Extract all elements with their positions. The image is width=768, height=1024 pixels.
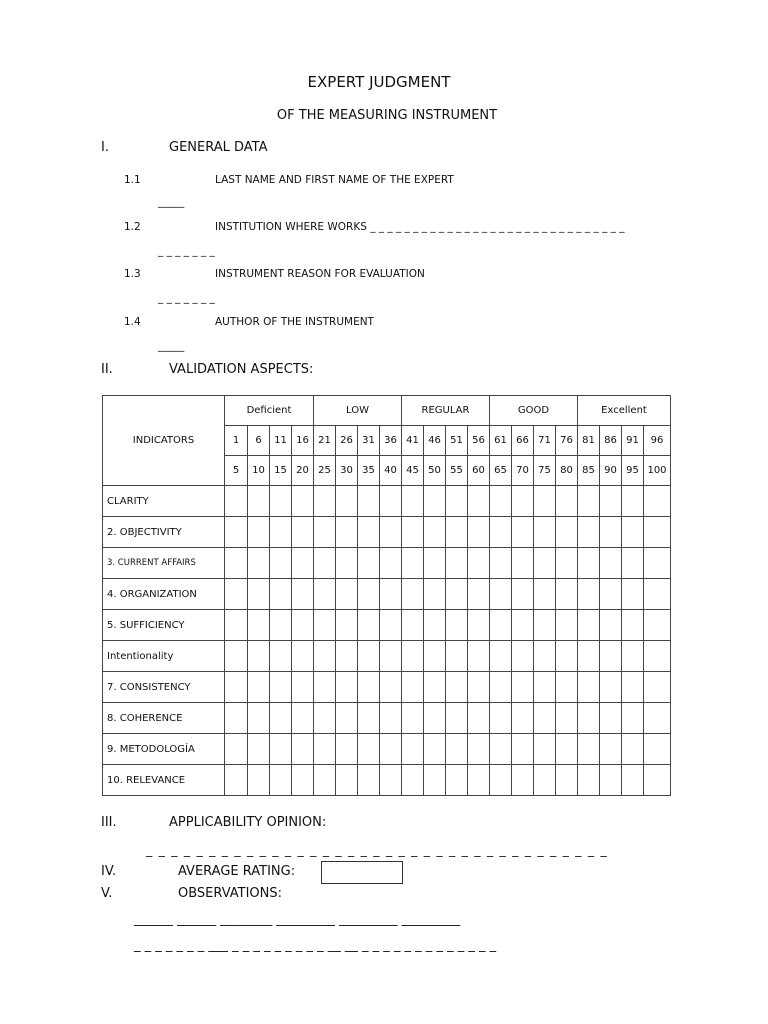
rating-cell[interactable] [314, 486, 336, 517]
rating-cell[interactable] [446, 703, 468, 734]
rating-cell[interactable] [292, 641, 314, 672]
rating-cell[interactable] [336, 734, 358, 765]
rating-cell[interactable] [468, 579, 490, 610]
rating-cell[interactable] [225, 486, 248, 517]
item-1-2-number: 1.2 [124, 221, 141, 233]
rating-cell[interactable] [644, 548, 671, 579]
rating-cell[interactable] [512, 486, 534, 517]
rating-cell[interactable] [468, 672, 490, 703]
item-1-1-label: LAST NAME AND FIRST NAME OF THE EXPERT [215, 174, 454, 186]
rating-cell[interactable] [490, 548, 512, 579]
rating-cell[interactable] [248, 734, 270, 765]
rating-cell[interactable] [424, 765, 446, 796]
rating-cell[interactable] [225, 610, 248, 641]
range-end-cell: 25 [314, 456, 336, 486]
rating-cell[interactable] [402, 734, 424, 765]
item-1-3-answer-line[interactable]: _ _ _ _ _ _ _ [158, 292, 215, 304]
rating-cell[interactable] [292, 765, 314, 796]
range-end-cell: 45 [402, 456, 424, 486]
rating-cell[interactable] [424, 610, 446, 641]
range-start-cell: 1 [225, 426, 248, 456]
indicator-row [103, 672, 671, 703]
item-1-4-label: AUTHOR OF THE INSTRUMENT [215, 316, 374, 328]
rating-cell[interactable] [446, 641, 468, 672]
rating-cell[interactable] [314, 703, 336, 734]
rating-cell[interactable] [600, 486, 622, 517]
rating-cell[interactable] [314, 641, 336, 672]
group-header-deficient: Deficient [225, 396, 314, 426]
rating-cell[interactable] [556, 548, 578, 579]
rating-cell[interactable] [225, 734, 248, 765]
rating-cell[interactable] [380, 517, 402, 548]
indicator-label: 4. ORGANIZATION [103, 579, 225, 610]
indicator-row [103, 610, 671, 641]
rating-cell[interactable] [512, 641, 534, 672]
rating-cell[interactable] [225, 579, 248, 610]
rating-cell[interactable] [622, 672, 644, 703]
rating-cell[interactable] [578, 579, 600, 610]
rating-cell[interactable] [225, 703, 248, 734]
rating-cell[interactable] [490, 672, 512, 703]
rating-cell[interactable] [358, 734, 380, 765]
rating-cell[interactable] [336, 579, 358, 610]
average-rating-box[interactable] [321, 861, 403, 884]
rating-cell[interactable] [358, 548, 380, 579]
range-start-cell: 36 [380, 426, 402, 456]
rating-cell[interactable] [534, 579, 556, 610]
rating-cell[interactable] [534, 486, 556, 517]
rating-cell[interactable] [512, 548, 534, 579]
rating-cell[interactable] [534, 610, 556, 641]
rating-cell[interactable] [490, 517, 512, 548]
rating-cell[interactable] [248, 610, 270, 641]
rating-cell[interactable] [600, 641, 622, 672]
rating-cell[interactable] [292, 703, 314, 734]
rating-cell[interactable] [270, 765, 292, 796]
section3-number: III. [101, 815, 117, 830]
range-end-cell: 85 [578, 456, 600, 486]
rating-cell[interactable] [358, 579, 380, 610]
rating-cell[interactable] [314, 610, 336, 641]
rating-cell[interactable] [556, 703, 578, 734]
page-subtitle: OF THE MEASURING INSTRUMENT [276, 108, 498, 123]
rating-cell[interactable] [424, 703, 446, 734]
indicator-label: CLARITY [103, 486, 225, 517]
rating-cell[interactable] [358, 703, 380, 734]
rating-cell[interactable] [292, 486, 314, 517]
range-start-cell: 11 [270, 426, 292, 456]
rating-cell[interactable] [468, 765, 490, 796]
rating-cell[interactable] [446, 610, 468, 641]
rating-cell[interactable] [314, 765, 336, 796]
rating-cell[interactable] [402, 672, 424, 703]
rating-cell[interactable] [556, 579, 578, 610]
item-1-2-answer-line[interactable]: _ _ _ _ _ _ _ [158, 245, 215, 257]
rating-cell[interactable] [490, 765, 512, 796]
indicator-label: 5. SUFFICIENCY [103, 610, 225, 641]
rating-cell[interactable] [534, 641, 556, 672]
range-end-cell: 35 [358, 456, 380, 486]
rating-cell[interactable] [402, 641, 424, 672]
rating-cell[interactable] [622, 765, 644, 796]
rating-cell[interactable] [336, 486, 358, 517]
rating-cell[interactable] [556, 610, 578, 641]
rating-cell[interactable] [358, 486, 380, 517]
range-end-cell: 100 [644, 456, 671, 486]
rating-cell[interactable] [380, 672, 402, 703]
rating-cell[interactable] [380, 703, 402, 734]
rating-cell[interactable] [270, 672, 292, 703]
rating-cell[interactable] [292, 579, 314, 610]
rating-cell[interactable] [578, 703, 600, 734]
rating-cell[interactable] [270, 734, 292, 765]
rating-cell[interactable] [380, 765, 402, 796]
indicator-row [103, 486, 671, 517]
rating-cell[interactable] [644, 610, 671, 641]
rating-cell[interactable] [622, 703, 644, 734]
range-end-cell: 5 [225, 456, 248, 486]
rating-cell[interactable] [336, 641, 358, 672]
rating-cell[interactable] [248, 703, 270, 734]
rating-cell[interactable] [292, 548, 314, 579]
observations-line-2[interactable]: _ _ _ _ _ _ _ ___ _ _ _ _ _ _ _ _ _ __ __ _ _ _ _ _ _ _ _ _ _ _ _ _ [134, 938, 497, 953]
group-header-good: GOOD [490, 396, 578, 426]
rating-cell[interactable] [622, 486, 644, 517]
rating-cell[interactable] [644, 486, 671, 517]
range-start-cell: 66 [512, 426, 534, 456]
range-start-cell: 61 [490, 426, 512, 456]
rating-cell[interactable] [336, 765, 358, 796]
indicator-row [103, 579, 671, 610]
section2-number: II. [101, 362, 113, 377]
rating-cell[interactable] [314, 734, 336, 765]
rating-cell[interactable] [358, 641, 380, 672]
rating-cell[interactable] [490, 610, 512, 641]
rating-cell[interactable] [578, 517, 600, 548]
indicator-label: Intentionality [103, 641, 225, 672]
range-end-cell: 70 [512, 456, 534, 486]
item-1-4-number: 1.4 [124, 316, 141, 328]
rating-cell[interactable] [468, 610, 490, 641]
rating-cell[interactable] [248, 641, 270, 672]
rating-cell[interactable] [578, 672, 600, 703]
rating-cell[interactable] [446, 579, 468, 610]
rating-cell[interactable] [380, 734, 402, 765]
rating-cell[interactable] [556, 517, 578, 548]
rating-cell[interactable] [534, 765, 556, 796]
indicator-row [103, 765, 671, 796]
rating-cell[interactable] [424, 641, 446, 672]
rating-cell[interactable] [446, 517, 468, 548]
rating-cell[interactable] [600, 517, 622, 548]
range-start-cell: 86 [600, 426, 622, 456]
rating-cell[interactable] [578, 548, 600, 579]
rating-cell[interactable] [512, 517, 534, 548]
rating-cell[interactable] [424, 734, 446, 765]
page-title: EXPERT JUDGMENT [307, 73, 451, 91]
rating-cell[interactable] [446, 548, 468, 579]
rating-cell[interactable] [336, 703, 358, 734]
rating-cell[interactable] [248, 548, 270, 579]
range-end-cell: 20 [292, 456, 314, 486]
rating-cell[interactable] [402, 703, 424, 734]
rating-cell[interactable] [600, 548, 622, 579]
rating-cell[interactable] [402, 765, 424, 796]
rating-cell[interactable] [270, 703, 292, 734]
rating-cell[interactable] [512, 765, 534, 796]
range-start-cell: 31 [358, 426, 380, 456]
indicators-header: INDICATORS [103, 396, 225, 486]
rating-cell[interactable] [270, 610, 292, 641]
rating-cell[interactable] [248, 765, 270, 796]
range-end-cell: 75 [534, 456, 556, 486]
rating-cell[interactable] [380, 641, 402, 672]
rating-cell[interactable] [644, 672, 671, 703]
rating-cell[interactable] [534, 703, 556, 734]
rating-cell[interactable] [600, 672, 622, 703]
rating-cell[interactable] [424, 486, 446, 517]
rating-cell[interactable] [512, 734, 534, 765]
rating-cell[interactable] [556, 486, 578, 517]
range-start-cell: 81 [578, 426, 600, 456]
rating-cell[interactable] [512, 703, 534, 734]
rating-cell[interactable] [578, 486, 600, 517]
rating-cell[interactable] [270, 579, 292, 610]
rating-cell[interactable] [402, 486, 424, 517]
group-header-low: LOW [314, 396, 402, 426]
rating-cell[interactable] [490, 641, 512, 672]
item-1-3-number: 1.3 [124, 268, 141, 280]
rating-cell[interactable] [468, 703, 490, 734]
rating-cell[interactable] [578, 734, 600, 765]
rating-cell[interactable] [380, 579, 402, 610]
rating-cell[interactable] [446, 734, 468, 765]
rating-cell[interactable] [446, 486, 468, 517]
applicability-opinion-line[interactable]: _ _ _ _ _ _ _ _ _ _ _ _ _ _ _ _ _ _ _ _ _ _ _ _ _ _ _ _ _ _ _ _ _ _ _ _ _ [146, 842, 608, 857]
rating-cell[interactable] [446, 672, 468, 703]
item-1-3-label: INSTRUMENT REASON FOR EVALUATION [215, 268, 425, 280]
rating-cell[interactable] [600, 765, 622, 796]
range-end-cell: 60 [468, 456, 490, 486]
section1-heading: GENERAL DATA [169, 140, 268, 155]
rating-cell[interactable] [534, 517, 556, 548]
rating-cell[interactable] [225, 765, 248, 796]
rating-cell[interactable] [248, 579, 270, 610]
indicator-row [103, 641, 671, 672]
indicator-row [103, 517, 671, 548]
range-end-cell: 80 [556, 456, 578, 486]
indicator-label: 9. METODOLOGÍA [103, 734, 225, 765]
rating-cell[interactable] [512, 610, 534, 641]
range-start-cell: 91 [622, 426, 644, 456]
section5-number: V. [101, 886, 113, 901]
rating-cell[interactable] [578, 765, 600, 796]
observations-line-1[interactable]: ______ ______ ________ _________ _________ _________ [134, 912, 461, 927]
rating-cell[interactable] [468, 548, 490, 579]
group-header-excellent: Excellent [578, 396, 671, 426]
rating-cell[interactable] [534, 548, 556, 579]
rating-cell[interactable] [556, 641, 578, 672]
range-start-cell: 41 [402, 426, 424, 456]
item-1-1-number: 1.1 [124, 174, 141, 186]
rating-cell[interactable] [336, 548, 358, 579]
indicator-label: 2. OBJECTIVITY [103, 517, 225, 548]
rating-cell[interactable] [380, 610, 402, 641]
range-end-cell: 90 [600, 456, 622, 486]
rating-cell[interactable] [248, 672, 270, 703]
rating-cell[interactable] [270, 486, 292, 517]
rating-cell[interactable] [314, 672, 336, 703]
rating-cell[interactable] [402, 610, 424, 641]
range-start-cell: 96 [644, 426, 671, 456]
range-start-cell: 56 [468, 426, 490, 456]
rating-cell[interactable] [225, 548, 248, 579]
rating-cell[interactable] [225, 517, 248, 548]
rating-cell[interactable] [556, 734, 578, 765]
rating-cell[interactable] [292, 734, 314, 765]
rating-cell[interactable] [556, 765, 578, 796]
rating-cell[interactable] [225, 641, 248, 672]
rating-cell[interactable] [248, 517, 270, 548]
rating-cell[interactable] [314, 548, 336, 579]
rating-cell[interactable] [534, 672, 556, 703]
rating-cell[interactable] [225, 672, 248, 703]
rating-cell[interactable] [534, 734, 556, 765]
rating-cell[interactable] [468, 486, 490, 517]
rating-cell[interactable] [380, 548, 402, 579]
indicator-label: 3. CURRENT AFFAIRS [103, 548, 225, 579]
range-start-cell: 6 [248, 426, 270, 456]
range-end-cell: 10 [248, 456, 270, 486]
rating-cell[interactable] [358, 610, 380, 641]
rating-cell[interactable] [314, 579, 336, 610]
range-start-cell: 46 [424, 426, 446, 456]
rating-cell[interactable] [336, 672, 358, 703]
rating-cell[interactable] [622, 610, 644, 641]
range-end-cell: 30 [336, 456, 358, 486]
rating-cell[interactable] [424, 672, 446, 703]
rating-cell[interactable] [292, 517, 314, 548]
rating-cell[interactable] [600, 579, 622, 610]
rating-cell[interactable] [490, 579, 512, 610]
section4-number: IV. [101, 864, 117, 879]
rating-cell[interactable] [600, 734, 622, 765]
range-start-cell: 21 [314, 426, 336, 456]
section5-heading: OBSERVATIONS: [178, 886, 283, 901]
range-start-cell: 76 [556, 426, 578, 456]
range-end-cell: 50 [424, 456, 446, 486]
rating-cell[interactable] [622, 579, 644, 610]
rating-cell[interactable] [644, 734, 671, 765]
item-1-1-answer-line[interactable]: _____ [158, 196, 185, 208]
rating-cell[interactable] [644, 703, 671, 734]
indicator-label: 8. COHERENCE [103, 703, 225, 734]
range-start-cell: 16 [292, 426, 314, 456]
rating-cell[interactable] [380, 486, 402, 517]
rating-cell[interactable] [270, 641, 292, 672]
range-end-cell: 40 [380, 456, 402, 486]
rating-cell[interactable] [600, 610, 622, 641]
rating-cell[interactable] [644, 641, 671, 672]
rating-cell[interactable] [446, 765, 468, 796]
rating-cell[interactable] [424, 548, 446, 579]
rating-cell[interactable] [424, 517, 446, 548]
indicator-row [103, 734, 671, 765]
validation-table [102, 395, 671, 796]
rating-cell[interactable] [512, 672, 534, 703]
section2-heading: VALIDATION ASPECTS: [169, 362, 314, 377]
rating-cell[interactable] [314, 517, 336, 548]
rating-cell[interactable] [424, 579, 446, 610]
group-header-regular: REGULAR [402, 396, 490, 426]
rating-cell[interactable] [600, 703, 622, 734]
indicator-row [103, 703, 671, 734]
section1-number: I. [101, 140, 109, 155]
rating-cell[interactable] [270, 517, 292, 548]
rating-cell[interactable] [622, 734, 644, 765]
rating-cell[interactable] [468, 734, 490, 765]
indicator-label: 7. CONSISTENCY [103, 672, 225, 703]
section4-heading: AVERAGE RATING: [178, 864, 296, 879]
rating-cell[interactable] [490, 486, 512, 517]
range-end-cell: 95 [622, 456, 644, 486]
range-start-cell: 71 [534, 426, 556, 456]
range-end-cell: 55 [446, 456, 468, 486]
rating-cell[interactable] [358, 765, 380, 796]
range-start-cell: 51 [446, 426, 468, 456]
rating-cell[interactable] [644, 765, 671, 796]
rating-cell[interactable] [402, 517, 424, 548]
rating-cell[interactable] [468, 641, 490, 672]
rating-cell[interactable] [644, 517, 671, 548]
rating-cell[interactable] [358, 672, 380, 703]
rating-cell[interactable] [578, 641, 600, 672]
range-end-cell: 65 [490, 456, 512, 486]
indicator-row [103, 548, 671, 579]
rating-cell[interactable] [292, 610, 314, 641]
rating-cell[interactable] [270, 548, 292, 579]
section3-heading: APPLICABILITY OPINION: [169, 815, 327, 830]
indicator-label: 10. RELEVANCE [103, 765, 225, 796]
rating-cell[interactable] [468, 517, 490, 548]
item-1-2-label: INSTITUTION WHERE WORKS _ _ _ _ _ _ _ _ _ _ _ _ _ _ _ _ _ _ _ _ _ _ _ _ _ _ _ _ _ _ [215, 221, 625, 233]
rating-cell[interactable] [248, 486, 270, 517]
rating-cell[interactable] [336, 610, 358, 641]
rating-cell[interactable] [336, 517, 358, 548]
rating-cell[interactable] [578, 610, 600, 641]
item-1-4-answer-line[interactable]: _____ [158, 340, 185, 352]
rating-cell[interactable] [490, 703, 512, 734]
rating-cell[interactable] [292, 672, 314, 703]
rating-cell[interactable] [644, 579, 671, 610]
rating-cell[interactable] [512, 579, 534, 610]
rating-cell[interactable] [402, 548, 424, 579]
rating-cell[interactable] [622, 517, 644, 548]
range-start-cell: 26 [336, 426, 358, 456]
rating-cell[interactable] [358, 517, 380, 548]
rating-cell[interactable] [402, 579, 424, 610]
rating-cell[interactable] [490, 734, 512, 765]
rating-cell[interactable] [622, 641, 644, 672]
range-end-cell: 15 [270, 456, 292, 486]
rating-cell[interactable] [556, 672, 578, 703]
rating-cell[interactable] [622, 548, 644, 579]
